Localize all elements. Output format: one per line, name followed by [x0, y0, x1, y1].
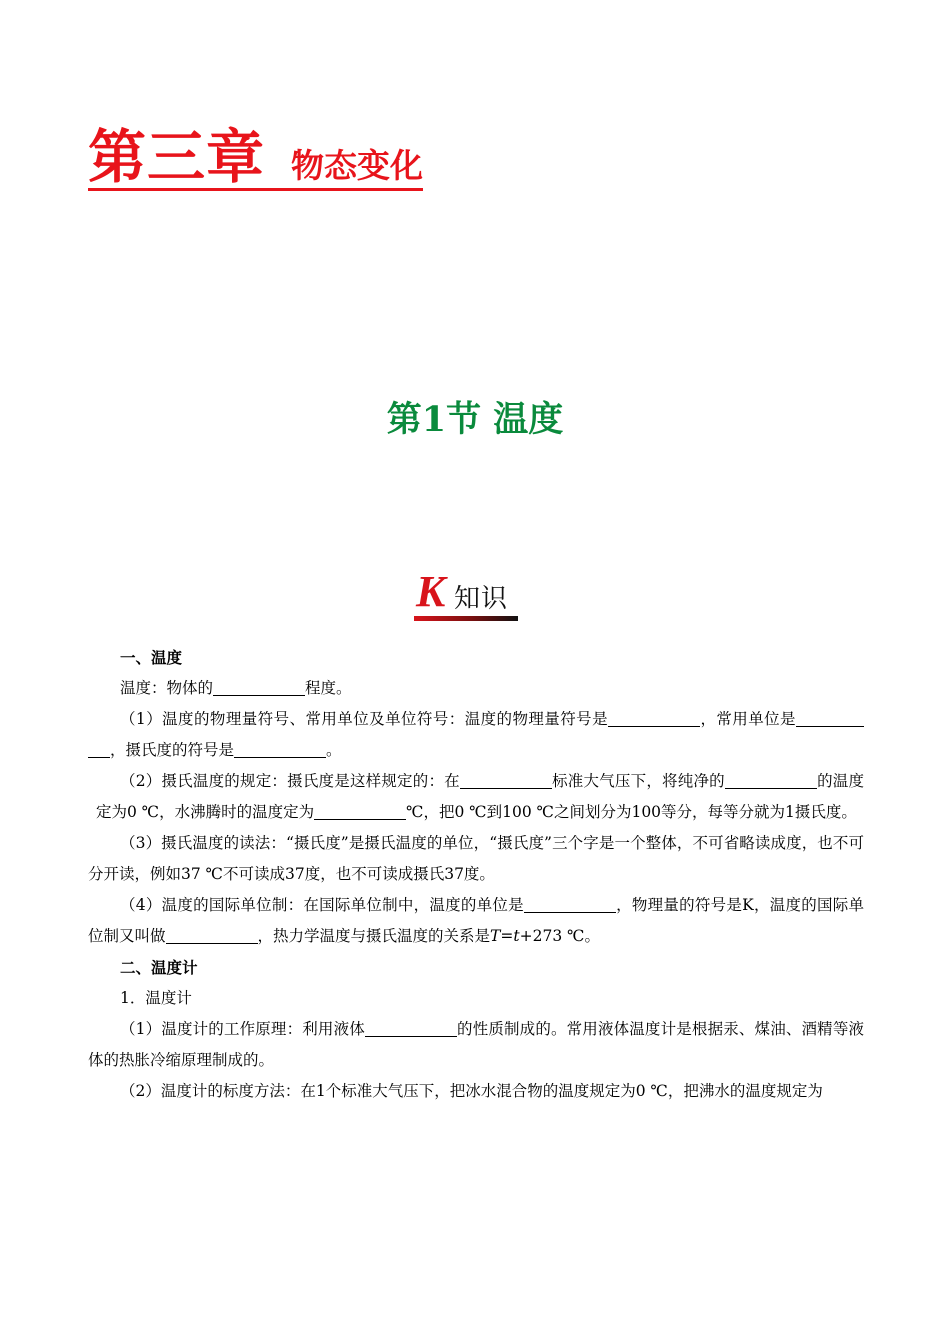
- fill-blank[interactable]: [608, 711, 700, 728]
- fill-blank[interactable]: [796, 711, 864, 728]
- document-body: [88, 642, 864, 1107]
- chapter-title: 物态变化: [291, 146, 424, 185]
- fill-blank[interactable]: [460, 773, 552, 790]
- paragraph-6: （2）温度计的标度方法：在1个标准大气压下，把冰水混合物的温度规定为0 ℃，把沸水的温度规定为: [120, 1082, 823, 1100]
- knowledge-label: 知识: [454, 584, 509, 614]
- section-title: 第1节 温度: [386, 399, 564, 440]
- paragraph-5: （1）温度计的工作原理：利用液体 的性质制成的。常用液体温度计是根据汞、煤油、酒精等液体的热胀冷缩原理制成的。: [88, 1020, 864, 1069]
- paragraph-2: （2）摄氏温度的规定：摄氏度是这样规定的：在 标准大气压下，将纯净的 的温度定为0 ℃，水沸腾时的温度定为 ℃，把0 ℃到100 ℃之间划分为100等分，每等分就为1摄氏度。: [96, 772, 864, 821]
- knowledge-k-letter: K: [416, 567, 446, 616]
- fill-blank[interactable]: [725, 773, 817, 790]
- fill-blank[interactable]: [314, 804, 406, 821]
- paragraph-1: （1）温度的物理量符号、常用单位及单位符号：温度的物理量符号是 ，常用单位是，摄氏度的符号是 。: [88, 704, 864, 766]
- fill-blank[interactable]: [234, 742, 326, 759]
- fill-blank[interactable]: [365, 1021, 457, 1038]
- paragraph-3: （3）摄氏温度的读法：“摄氏度”是摄氏温度的单位，“摄氏度”三个字是一个整体，不可省略读成度，也不可分开读，例如37 ℃不可读成37度，也不可读成摄氏37度。: [88, 834, 864, 883]
- knowledge-badge: [414, 567, 518, 622]
- heading-temperature: 一、温度: [120, 648, 183, 667]
- fill-blank-continued[interactable]: [88, 742, 110, 759]
- fill-blank[interactable]: [166, 928, 258, 945]
- chapter-number: 第三章: [88, 123, 266, 191]
- fill-blank[interactable]: [213, 680, 305, 697]
- paragraph-4: （4）温度的国际单位制：在国际单位制中，温度的单位是 ，物理量的符号是K，温度的国际单位制又叫做 ，热力学温度与摄氏温度的关系是T=t+273 ℃。: [88, 896, 864, 945]
- chapter-heading: [88, 123, 424, 191]
- knowledge-underline: [414, 616, 518, 621]
- heading-thermometer: 二、温度计: [120, 958, 198, 977]
- subheading-thermometer: 1．温度计: [120, 989, 192, 1007]
- definition-paragraph: 温度：物体的 程度。: [120, 679, 352, 697]
- fill-blank[interactable]: [524, 897, 616, 914]
